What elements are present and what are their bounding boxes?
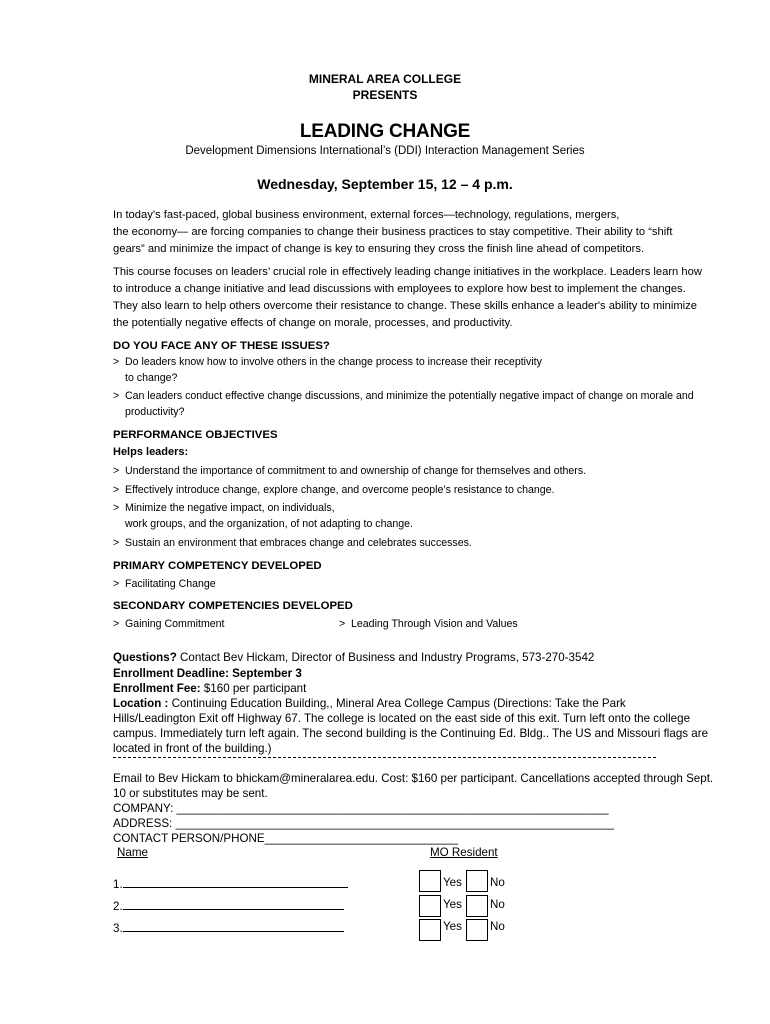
participant-row-2 — [113, 898, 344, 913]
participant-row-1 — [113, 876, 348, 891]
mo-resident-no-checkbox[interactable] — [466, 895, 488, 917]
presents-label: PRESENTS — [352, 88, 418, 102]
location-line: located in front of the building.) — [113, 742, 272, 755]
participant-name-field[interactable] — [123, 920, 344, 932]
questions-line — [113, 650, 594, 665]
item-text: Can leaders conduct effective change discussions, and minimize the potentially negative impact of change on morale and — [125, 390, 694, 402]
item-text: Facilitating Change — [125, 578, 216, 590]
fee-text: $160 per participant — [200, 682, 307, 695]
item-text: Sustain an environment that embraces change and celebrates successes. — [125, 537, 472, 549]
course-subtitle: Development Dimensions International’s (DDI) Interaction Management Series — [185, 145, 585, 157]
questions-label: Questions? — [113, 651, 177, 664]
paragraph-line: the potentially negative effects of change on morale, processes, and productivity. — [113, 317, 513, 329]
row-number: 1. — [113, 878, 123, 891]
bullet-marker: > — [113, 465, 120, 477]
email-instructions: Email to Bev Hickam to bhickam@mineralarea.edu. Cost: $160 per participant. Cancellations accepted through Sept. — [113, 772, 714, 785]
mo-resident-yes-checkbox[interactable] — [419, 919, 441, 941]
item-text: Understand the importance of commitment to and ownership of change for themselves and others. — [125, 465, 587, 477]
no-label: No — [490, 920, 505, 933]
company-field[interactable]: COMPANY: ___________________________________________________________________ — [113, 802, 609, 815]
paragraph-line: They also learn to help others overcome their resistance to change. These skills enhance a leader's ability to minimize — [113, 300, 697, 312]
objectives-heading: PERFORMANCE OBJECTIVES — [113, 429, 278, 441]
no-label: No — [490, 876, 505, 889]
bullet-marker: > — [113, 390, 120, 402]
objective-item — [113, 463, 586, 479]
row-number: 2. — [113, 900, 123, 913]
email-instructions: 10 or substitutes may be sent. — [113, 787, 268, 800]
issues-item — [113, 354, 542, 386]
objective-item — [113, 500, 413, 532]
paragraph-line: In today’s fast-paced, global business environment, external forces—technology, regulations, mergers, — [113, 209, 620, 221]
bullet-marker: > — [113, 502, 120, 514]
item-text: Leading Through Vision and Values — [351, 618, 518, 630]
bullet-marker: > — [339, 618, 346, 630]
item-text-cont: to change? — [125, 372, 178, 384]
name-column-header: Name — [117, 846, 148, 859]
participant-name-field[interactable] — [123, 898, 344, 910]
row-number: 3. — [113, 922, 123, 935]
fee-label: Enrollment Fee: — [113, 682, 201, 695]
location-line — [113, 696, 626, 711]
objectives-subheading: Helps leaders: — [113, 446, 189, 458]
item-text: Minimize the negative impact, on individuals, — [125, 502, 335, 514]
yes-label: Yes — [443, 876, 462, 889]
location-text: Continuing Education Building,, Mineral Area College Campus (Directions: Take the Park — [168, 697, 626, 710]
mo-resident-yes-checkbox[interactable] — [419, 870, 441, 892]
paragraph-line: to introduce a change initiative and lead discussions with employees to explore how best to implement the changes. — [113, 283, 686, 295]
college-name: MINERAL AREA COLLEGE — [308, 72, 462, 86]
questions-text: Contact Bev Hickam, Director of Business and Industry Programs, 573-270-3542 — [176, 651, 595, 664]
mo-resident-no-checkbox[interactable] — [466, 919, 488, 941]
item-text: Do leaders know how to involve others in the change process to increase their receptivity — [125, 356, 542, 368]
location-line: Hills/Leadington Exit off Highway 67. The college is located on the east side of this exit. Turn left onto the college — [113, 712, 691, 725]
no-label: No — [490, 898, 505, 911]
enrollment-fee-line — [113, 681, 306, 696]
item-text-cont: productivity? — [125, 406, 185, 418]
secondary-competency-item — [113, 616, 225, 632]
mo-resident-column-header: MO Resident — [430, 846, 498, 859]
contact-person-phone-field[interactable]: CONTACT PERSON/PHONE______________________________ — [113, 832, 459, 845]
intro-paragraph-1 — [113, 207, 673, 258]
bullet-marker: > — [113, 484, 120, 496]
bullet-marker: > — [113, 578, 120, 590]
mo-resident-no-checkbox[interactable] — [466, 870, 488, 892]
paragraph-line: gears” and minimize the impact of change is key to ensuring they cross the finish line ahead of competitors. — [113, 243, 645, 255]
item-text: Effectively introduce change, explore change, and overcome people’s resistance to change. — [125, 484, 555, 496]
participant-row-3 — [113, 920, 344, 935]
location-label: Location : — [113, 697, 169, 710]
secondary-competency-item — [339, 616, 518, 632]
intro-paragraph-2 — [113, 264, 702, 332]
paragraph-line: This course focuses on leaders’ crucial role in effectively leading change initiatives in the workplace. Leaders learn how — [113, 266, 702, 278]
issues-heading: DO YOU FACE ANY OF THESE ISSUES? — [113, 340, 330, 352]
cut-line-divider — [113, 757, 656, 758]
address-field[interactable]: ADDRESS: ____________________________________________________________________ — [113, 817, 614, 830]
objective-item — [113, 482, 555, 498]
secondary-competencies-heading: SECONDARY COMPETENCIES DEVELOPED — [113, 600, 353, 612]
enrollment-deadline — [113, 666, 302, 681]
yes-label: Yes — [443, 920, 462, 933]
objective-item — [113, 535, 472, 551]
primary-competency-item — [113, 576, 216, 592]
item-text-cont: work groups, and the organization, of not adapting to change. — [125, 518, 413, 530]
participant-name-field[interactable] — [123, 876, 348, 888]
mo-resident-yes-checkbox[interactable] — [419, 895, 441, 917]
course-title: LEADING CHANGE — [299, 121, 471, 142]
item-text: Gaining Commitment — [125, 618, 225, 630]
yes-label: Yes — [443, 898, 462, 911]
course-date: Wednesday, September 15, 12 – 4 p.m. — [257, 176, 513, 192]
location-line: campus. Immediately turn left again. The second building is the Continuing Ed. Bldg.. The US and Missouri flags are — [113, 727, 709, 740]
deadline-text: Enrollment Deadline: September 3 — [113, 667, 302, 680]
primary-competency-heading: PRIMARY COMPETENCY DEVELOPED — [113, 560, 322, 572]
bullet-marker: > — [113, 537, 120, 549]
paragraph-line: the economy— are forcing companies to change their business practices to stay competitive. Their ability to “shift — [113, 226, 673, 238]
bullet-marker: > — [113, 356, 120, 368]
bullet-marker: > — [113, 618, 120, 630]
issues-item — [113, 388, 694, 420]
